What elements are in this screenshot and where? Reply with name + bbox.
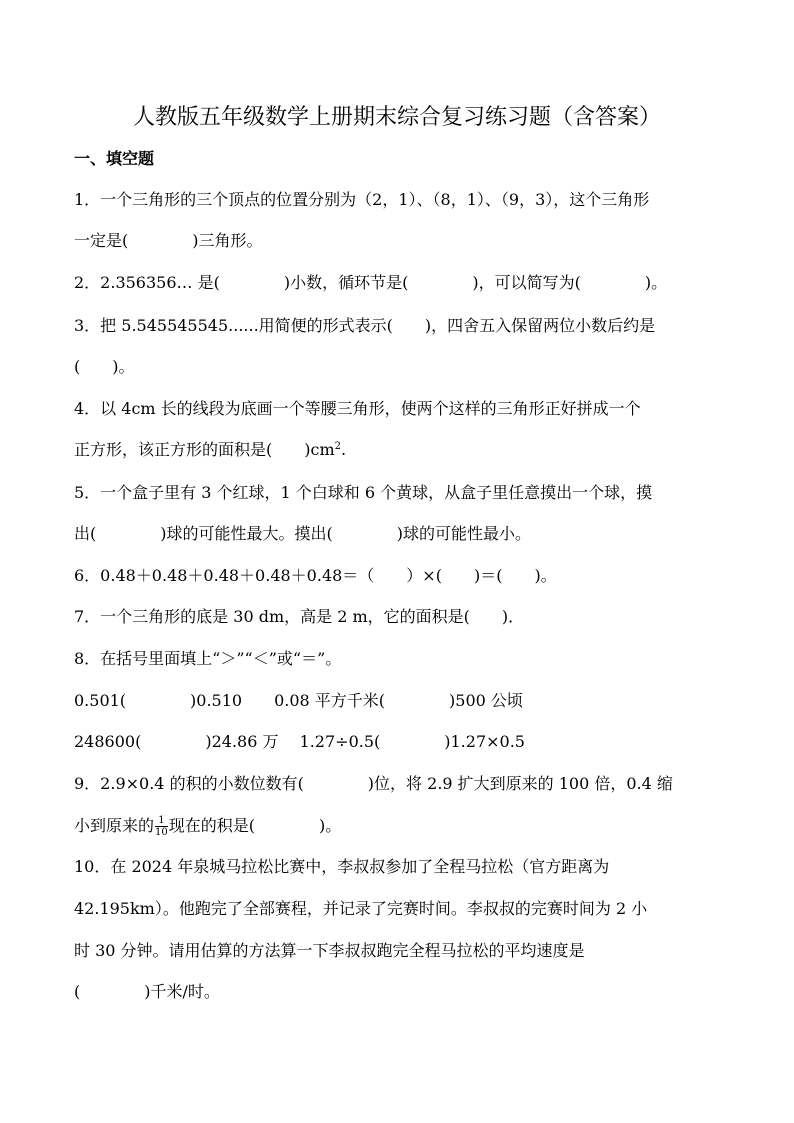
q1-line2: 一定是( )三角形。 (74, 231, 263, 250)
q4-line2-tail: . (341, 440, 347, 459)
q8-row1: 0.501( )0.510 0.08 平方千米( )500 公顷 (74, 691, 523, 710)
q10-line2: 42.195km）。他跑完了全部赛程，并记录了完赛时间。李叔叔的完赛时间为 2 小 (74, 899, 648, 918)
q9-line2-end: 现在的积是( )。 (168, 816, 342, 835)
q1-line1: 1．一个三角形的三个顶点的位置分别为（2，1）、（8，1）、（9，3），这个三角形 (74, 190, 650, 209)
q10-line3: 时 30 分钟。请用估算的方法算一下李叔叔跑完全程马拉松的平均速度是 (74, 941, 585, 960)
q9-line2 (74, 813, 341, 839)
q6-line: 6．0.48＋0.48＋0.48＋0.48＋0.48＝（ ）×( )＝( )。 (74, 566, 557, 585)
q2-line: 2．2.356356… 是( )小数，循环节是( )，可以简写为( )。 (74, 273, 668, 292)
q4-line1: 4．以 4cm 长的线段为底画一个等腰三角形，使两个这样的三角形正好拼成一个 (74, 399, 641, 418)
q10-line1: 10．在 2024 年泉城马拉松比赛中，李叔叔参加了全程马拉松（官方距离为 (74, 857, 610, 876)
superscript-2: 2 (334, 441, 341, 452)
fraction-numerator: 1 (155, 815, 168, 827)
q5-line1: 5．一个盒子里有 3 个红球，1 个白球和 6 个黄球，从盒子里任意摸出一个球，摸 (74, 483, 653, 502)
q4-line2-text: 正方形，该正方形的面积是( )cm (74, 440, 335, 459)
q9-line2-start: 小到原来的 (74, 816, 155, 835)
q8-row2: 248600( )24.86 万 1.27÷0.5( )1.27×0.5 (74, 732, 525, 751)
q10-line4: ( )千米/时。 (74, 982, 220, 1001)
q9-line1: 9．2.9×0.4 的积的小数位数有( )位，将 2.9 扩大到原来的 100 倍，0.4 缩 (74, 774, 673, 793)
section-heading: 一、填空题 (74, 149, 155, 168)
q5-line2: 出( )球的可能性最大。摸出( )球的可能性最小。 (74, 524, 531, 543)
fraction-denominator: 10 (155, 827, 168, 838)
q3-line2: ( )。 (74, 357, 135, 376)
page-title: 人教版五年级数学上册期末综合复习练习题（含答案） (132, 105, 661, 130)
fraction-one-tenth (155, 815, 168, 838)
q7-line: 7．一个三角形的底是 30 dm，高是 2 m，它的面积是( )． (74, 607, 525, 626)
q8-line: 8．在括号里面填上“＞”“＜”或“＝”。 (74, 649, 342, 668)
q4-line2 (74, 437, 346, 463)
q3-line1: 3．把 5.545545545......用简便的形式表示( )，四舍五入保留两位小数后约是 (74, 316, 656, 335)
